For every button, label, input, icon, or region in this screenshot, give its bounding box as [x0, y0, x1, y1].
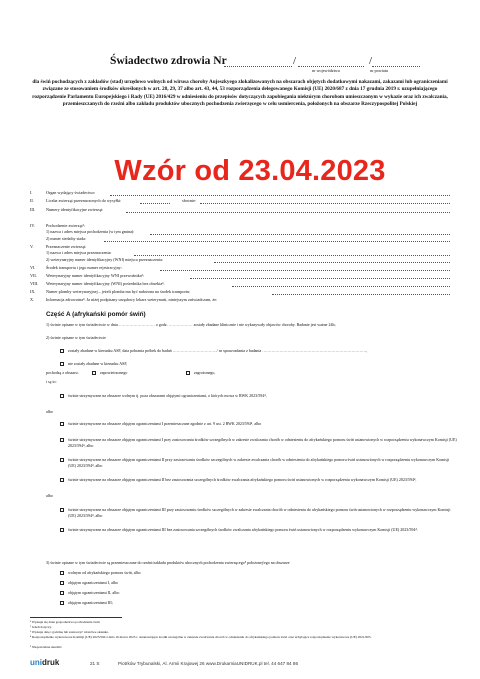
footnote-rule: [30, 617, 122, 618]
powiat-number-field[interactable]: [372, 66, 420, 67]
origin-infected-label: zapowietrzonego: [100, 370, 128, 375]
title-slash-1: /: [293, 55, 297, 67]
zone-i-move-label: świnie utrzymywane na obszarze objętym ograniczeniami I przemieszczane zgodnie z art. 9 ust. 2 RWK 2023/594⁴, albo: [68, 421, 262, 426]
origin-address-field[interactable]: [150, 234, 450, 235]
zone-i-measures-label: świnie utrzymywane na obszarze objętym ograniczeniami I przy zastosowaniu środków szczególnych w zakresie zwalczania chorób w odniesieniu do afrykańskiego pomoru świń ustanowionych w rozporządzeniu wykonawczym Komisji (UE) 2023/594⁴, albo: [68, 437, 457, 448]
free-area-checkbox[interactable]: [60, 394, 64, 398]
intro-paragraph: dla świń pochodzących z zakładów (stad) urzędowo wolnych od wirusa choroby Aujeszkyego zlokalizowanych na obszarach objętych dodatkowymi nakazami, zakazami lub ograniczeniami związane ze stosowaniem środków określonych w art. 28, 29, 37 albo art. 43, 44, 53 rozporządzenia delegowanego Komisji (UE) 2020/687 z dnia 17 grudnia 2019 r. uzupełniającego rozporządzenie Parlamentu Europejskiego i Rady (UE) 2016/429 w odniesieniu do przepisów dotyczących zapobiegania niektórym chorobom umieszczonym w wykazie oraz ich zwalczania, przemieszczanych do rzeźni albo zakładu produktów ubocznych pochodzenia zwierzęcego w celu usmiercenia, położonych na obszarze Rzeczypospolitej Polskiej: [32, 79, 448, 108]
dest-zone-ii-checkbox[interactable]: [60, 591, 64, 595]
carrier-wni-field[interactable]: [190, 278, 450, 279]
dest-zone-i-label: objętym ograniczeniami I, albo: [68, 580, 118, 585]
albo-2: albo: [46, 493, 53, 498]
section-v-sub-2: 2) weterynaryjny numer identyfikacyjny (WNI) miejsca przeznaczenia:: [46, 257, 164, 262]
zone-i-measures-checkbox[interactable]: [60, 438, 64, 442]
dest-zone-i-checkbox[interactable]: [60, 581, 64, 585]
dest-zone-ii-label: objętym ograniczeniami II, albo: [68, 590, 120, 595]
powiat-caption: nr powiatu: [370, 68, 389, 73]
zone-iii-measures-checkbox[interactable]: [60, 508, 64, 512]
wojewodztwo-caption: nr województwa: [312, 68, 340, 73]
dest-free-checkbox[interactable]: [60, 571, 64, 575]
seal-number-field[interactable]: [272, 294, 450, 295]
footnote-2: ² Jeżeli dotyczy.: [30, 625, 52, 629]
zone-ii-no-measures-checkbox[interactable]: [60, 478, 64, 482]
dest-zone-iii-checkbox[interactable]: [60, 601, 64, 605]
herd-number-field[interactable]: [104, 241, 450, 242]
form-code: 21 S: [90, 661, 100, 666]
section-v-sub-1: 1) nazwa i adres miejsca przeznaczenia:: [46, 250, 112, 255]
zone-iii-no-measures-label: świnie utrzymywane na obszarze objętym ograniczeniami III bez zastosowania szczególnych środków zwalczania afrykańskiego pomoru świń ustanowionych w rozporządzeniu wykonawczym Komisji (UE) 2023/594⁴.: [68, 527, 418, 532]
dest-free-label: wolnym od afrykańskiego pomoru świń, albo: [68, 570, 141, 575]
zone-iii-no-measures-checkbox[interactable]: [60, 528, 64, 532]
printer-address: Piotrków Trybunalski, Al. Armii Krajowej 26 www.DrukarniaUNIDRUK.pl tel. 44 647 84 86: [118, 661, 298, 666]
a2-tested-checkbox[interactable]: [60, 349, 64, 353]
a1-text: 1) świnie opisane w tym świadectwie w dniu ……………………… o godz. ……………… zostały zbadane klinicznie i nie wykazywały objawów choroby. Badanie jest ważne 24h;: [46, 322, 336, 327]
a2-origin-label: pochodzą z obszaru:: [46, 370, 79, 375]
zone-ii-measures-label: świnie utrzymywane na obszarze objętym ograniczeniami II przy zastosowaniu środków szczególnych w zakresie zwalczania chorób w odniesieniu do afrykańskiego pomoru świń ustanowionych w rozporządzeniu wykonawczym Komisji (UE) 2023/594⁴, albo: [68, 457, 450, 468]
section-iii-field[interactable]: [126, 212, 450, 213]
transport-field[interactable]: [160, 270, 450, 271]
footnote-4: ⁴ Rozporządzenie wykonawcze Komisji (UE) 2023/594 z dnia 16 marca 2023 r. ustanawiające środki szczególne w zakresie zwalczania chorób w odniesieniu do afrykańskiego pomoru świń oraz uchylające rozporządzenie wykonawcze (UE) 2021/605.: [30, 635, 372, 639]
title-slash-2: /: [369, 55, 373, 67]
albo-1: albo: [46, 409, 53, 414]
animal-count-words-field[interactable]: [200, 203, 450, 204]
footnote-5: ⁵ Niepotrzebne skreślić.: [30, 645, 63, 649]
footnote-3: ³ Wpisuje datę i godzinę lub zaznaczyć właściwe okienko.: [30, 630, 110, 634]
unidruk-logo: unidruk: [30, 658, 60, 667]
zone-ii-no-measures-label: świnie utrzymywane na obszarze objętym ograniczeniami II bez zastosowania szczególnych środków zwalczania afrykańskiego pomoru świń ustanowionych w rozporządzeniu wykonawczym Komisji (UE) 2023/594⁴,: [68, 477, 417, 482]
animal-count-field[interactable]: [140, 203, 170, 204]
certificate-number-field[interactable]: [224, 66, 292, 67]
a2-tested-label: zostały zbadane w kierunku ASF, data pobrania próbek do badań ……………………………/ nr sprawozdania z badania ……………………………………………………………………,: [68, 348, 368, 353]
certificate-page: Świadectwo zdrowia Nr / / nr województwa nr powiatu dla świń pochodzących z zakładów (stad) urzędowo wolnych od wirusa choroby Aujeszkyego zlokalizowanych na obszarach objętych dodatkowymi nakazami, zakazami lub ograniczeniami związane ze stosowaniem środków określonych w art. 28, 29, 37 albo art. 43, 44, 53 rozporządzenia delegowanego Komisji (UE) 2020/687 z dnia 17 grudnia 2019 r. uzupełniającego rozporządzenie Parlamentu Europejskiego i Rady (UE) 2016/429 w odniesieniu do przepisów dotyczących zapobiegania niektórym chorobom umieszczonym w wykazie oraz ich zwalczania, przemieszczanych do rzeźni albo zakładu produktów ubocznych pochodzenia zwierzęcego w celu usmiercenia, położonych na obszarze Rzeczypospolitej Polskiej Wzór od 23.04.2023 I. Organ wydający świadectwo: II. Liczba zwierząt przeznaczonych do wysyłki: słownie: III. Numery identyfikacyjne zwierząt: IV. Pochodzenie zwierząt¹: 1) nazwa i adres miejsca pochodzenia (w tym gmina): 2) numer siedziby stada: V. Przeznaczenie zwierząt: 1) nazwa i adres miejsca przeznaczenia: 2) weterynaryjny numer identyfikacyjny (WNI) miejsca przeznaczenia: VI. Środek transportu i jego numer rejestracyjny: VII. Weterynaryjny numer identyfikacyjny WNI przewoźnika²: VIII. Weterynaryjny numer identyfikacyjny (WNI) pośrednika bez obsekta³: IX. Numer plomby weterynaryjnej – jeżeli plomba ma być nałożona na środek transportu: X. Informacja zdrowotna³: Ja niżej podpisany urzędowy lekarz weterynarii, niniejszym zaświadczam, że: Część A (afrykański pomór świń) 1) świnie opisane w tym świadectwie w dniu ……………………… o godz. ……………… zostały zbadane klinicznie i nie wykazywały objawów choroby. Badanie jest ważne 24h; 2) świnie opisane w tym świadectwie zostały zbadane w kierunku ASF, data pobrania próbek do badań ……………………………/ nr sprawozdania z badania ……………………………………………………………………, nie zostały zbadane w kierunku ASF, pochodzą z obszaru: zapowietrzonego zagrożonego, i są to: świnie utrzymywane na obszarze wolnym tj. poza obszarami objętymi ograniczeniami, o których mowa w RWK 2023/594⁴, albo świnie utrzymywane na obszarze objętym ograniczeniami I przemieszczane zgodnie z art. 9 ust. 2 RWK 2023/594⁴, albo świnie utrzymywane na obszarze objętym ograniczeniami I przy zastosowaniu środków szczególnych w zakresie zwalczania chorób w odniesieniu do afrykańskiego pomoru świń ustanowionych w rozporządzeniu wykonawczym Komisji (UE) 2023/594⁴, albo świnie utrzymywane na obszarze objętym ograniczeniami II przy zastosowaniu środków szczególnych w zakresie zwalczania chorób w odniesieniu do afrykańskiego pomoru świń ustanowionych w rozporządzeniu wykonawczym Komisji (UE) 2023/594⁴, albo świnie utrzymywane na obszarze objętym ograniczeniami II bez zastosowania szczególnych środków zwalczania afrykańskiego pomoru świń ustanowionych w rozporządzeniu wykonawczym Komisji (UE) 2023/594⁴, albo świnie utrzymywane na obszarze objętym ograniczeniami III przy zastosowaniu środków szczególnych w zakresie zwalczania chorób w odniesieniu do afrykańskiego pomoru świń ustanowionych w rozporządzeniu wykonawczym Komisji (UE) 2023/594⁴, albo świnie utrzymywane na obszarze objętym ograniczeniami III bez zastosowania szczególnych środków zwalczania afrykańskiego pomoru świń ustanowionych w rozporządzeniu wykonawczym Komisji (UE) 2023/594⁴. 3) świnie opisane w tym świadectwie są przemieszczane do rzeźni/zakładu produktów ubocznych pochodzenia zwierzęcego⁵ położonej/ego na obszarze wolnym od afrykańskiego pomoru świń, albo objętym ograniczeniami I, albo objętym ograniczeniami II, albo objętym ograniczeniami III; ¹ Wpisuje się dane gospodarstwa pochodzenia świń ² Jeżeli dotyczy. ³ Wpisuje datę i godzinę lub zaznaczyć właściwe okienko. ⁴ Rozporządzenie wykonawcze Komisji (UE) 2023/594 z dnia 16 marca 2023 r. ustanawiające środki szczególne w zakresie zwalczania chorób w odniesieniu do afrykańskiego pomoru świń oraz uchylające rozporządzenie wykonawcze (UE) 2021/605. ⁵ Niepotrzebne skreślić. unidruk 21 S Piotrków Trybunalski, Al. Armii Krajowej 26 www.DrukarniaUNIDRUK.pl tel. 44 647 84 86: [30, 55, 457, 667]
free-area-label: świnie utrzymywane na obszarze wolnym tj. poza obszarami objętymi ograniczeniami, o których mowa w RWK 2023/594⁴,: [68, 393, 267, 398]
a2-and-label: i są to:: [46, 379, 57, 384]
origin-threatened-label: zagrożonego,: [194, 370, 216, 375]
a2-text: 2) świnie opisane w tym świadectwie: [46, 335, 106, 340]
watermark-text: Wzór od 23.04.2023: [114, 155, 386, 187]
page-title: Świadectwo zdrowia Nr: [110, 55, 227, 67]
intermediary-wni-field[interactable]: [232, 286, 450, 287]
zone-iii-measures-label: świnie utrzymywane na obszarze objętym ograniczeniami III przy zastosowaniu środków szczególnych w zakresie zwalczania chorób w odniesieniu do afrykańskiego pomoru świń ustanowionych w rozporządzeniu wykonawczym Komisji (UE) 2023/594⁴, albo: [68, 507, 451, 518]
dest-zone-iii-label: objętym ograniczeniami III;: [68, 600, 113, 605]
a2-not-tested-checkbox[interactable]: [60, 362, 64, 366]
zone-ii-measures-checkbox[interactable]: [60, 458, 64, 462]
section-iv-sub-1: 1) nazwa i adres miejsca pochodzenia (w tym gmina):: [46, 229, 135, 234]
wojewodztwo-number-field[interactable]: [298, 66, 364, 67]
origin-infected-checkbox[interactable]: [92, 371, 96, 375]
zone-i-move-checkbox[interactable]: [60, 422, 64, 426]
a2-not-tested-label: nie zostały zbadane w kierunku ASF,: [68, 361, 128, 366]
section-iv-sub-2: 2) numer siedziby stada:: [46, 236, 87, 241]
a3-text: 3) świnie opisane w tym świadectwie są przemieszczane do rzeźni/zakładu produktów ubocznych pochodzenia zwierzęcego⁵ położonej/ego na obszarze: [46, 560, 290, 565]
destination-address-field[interactable]: [134, 255, 450, 256]
footnote-1: ¹ Wpisuje się dane gospodarstwa pochodzenia świń: [30, 620, 100, 624]
destination-wni-field[interactable]: [214, 262, 450, 263]
section-i-field[interactable]: [110, 195, 450, 196]
origin-threatened-checkbox[interactable]: [186, 371, 190, 375]
part-a-heading: Część A (afrykański pomór świń): [46, 311, 146, 318]
